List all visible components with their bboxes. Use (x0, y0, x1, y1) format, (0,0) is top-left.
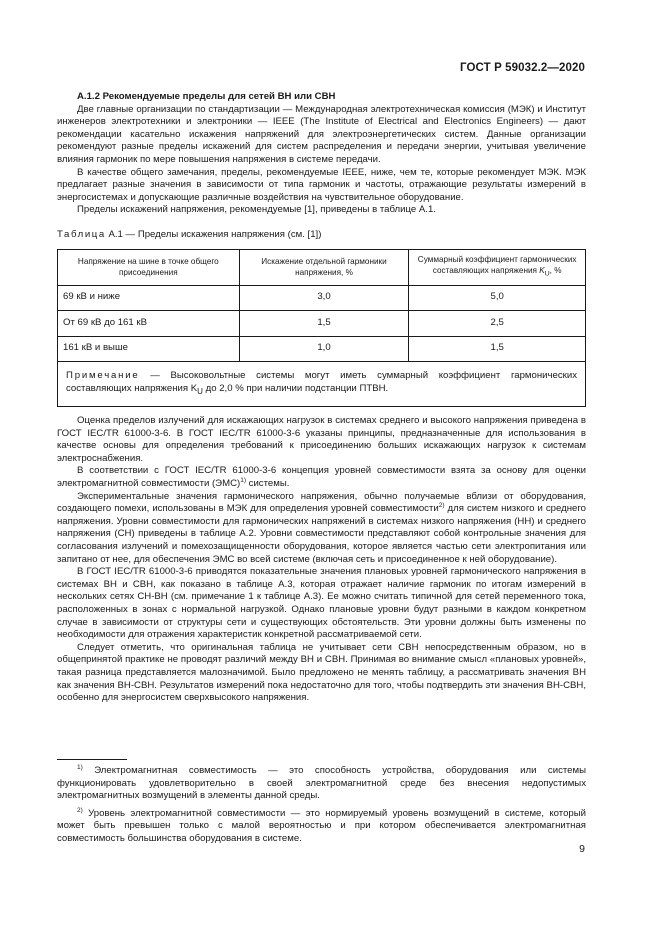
header-total-harmonic (409, 249, 586, 285)
table-note-row (58, 362, 586, 407)
table-header-row (58, 249, 586, 285)
footnote (57, 808, 586, 846)
body-paragraph: В ГОСТ IEC/TR 61000-3-6 приводятся показательные значения плановых уровней гармонического напряжения в системах ВН и СВН, как показано в таблице А.3, которая отражает наличие гармоник по итогам измерений в нескольких сетях СН-ВН (см. примечание 1 к таблице А.3). Ее можно считать типичной для сетей переменного тока, расположенных в зонах с нормальной нагрузкой. Однако плановые уровни будут разными в каждом конкретном случае в зависимости от структуры сети и существующих обстоятельств. Эти уровни должны быть изменены по необходимости для отражения характеристик конкретной рассматриваемой сети. (57, 566, 586, 641)
section-title: А.1.2 Рекомендуемые пределы для сетей ВН или СВН (77, 91, 336, 102)
header-unit: , % (549, 266, 562, 276)
footnote-mark: 2) (77, 806, 83, 814)
footnote-ref-2: 2) (438, 502, 445, 509)
table-caption-label: Таблица (57, 228, 106, 240)
footnote-divider (57, 759, 127, 760)
section-paragraph: В качестве общего замечания, пределы, рекомендуемые IEEE, ниже, чем те, которые рекомендует МЭК. МЭК предлагает разные значения в зависимости от типа гармоник и частоты, отражающие результаты измерений в энергосистемах и допускающие различные воздействия на чувствительное оборудование. (57, 166, 586, 203)
cell-total: 5,0 (409, 285, 586, 311)
body-text-span: системы. (245, 478, 290, 489)
table-row (58, 311, 586, 337)
body-paragraph: Оценка пределов излучений для искажающих нагрузок в системах среднего и высокого напряжения приведена в ГОСТ IEC/TR 61000-3-6. В ГОСТ IEC/TR 61000-3-6 указаны принципы, предназначенные для использования в качестве основы для определения требований к присоединению больших искажающих нагрузок к системам электроснабжения. (57, 415, 586, 464)
cell-total: 2,5 (409, 311, 586, 337)
body-text-span: для систем низкого и среднего напряжения. Уровни совместимости для гармонических напряжений в системах низкого напряжения (НН) и среднего напряжения (СН) приведены в таблице А.2. Уровни совместимости представляют собой контрольные значения для согласования излучений и помехозащищенности оборудования, которое является частью сети электропитания или запитано от нее, для обеспечения ЭМС во всей системе (включая сеть и присоединенное к ней оборудование). (57, 503, 586, 565)
body-text-span: В соответствии с ГОСТ IEC/TR 61000-3-6 концепция уровней совместимости взята за основу для оценки электромагнитной совместимости (ЭМС) (57, 465, 586, 489)
footnote-text: Уровень электромагнитной совместимости — это нормируемый уровень возмущений в системе, который может быть превышен только с малой вероятностью и при котором обеспечивается электромагнитная совместимость большинства оборудования в системе. (57, 807, 586, 844)
table-row (58, 336, 586, 362)
footnote-text: Электромагнитная совместимость — это способность устройства, оборудования или системы функционировать удовлетворительно в своей электромагнитной среде без внесения недопустимых электромагнитных возмущений в элементы данной среды. (57, 765, 586, 802)
standard-code: ГОСТ Р 59032.2—2020 (460, 62, 585, 74)
header-bus-voltage: Напряжение на шине в точке общего присоединения (58, 249, 240, 285)
footnote (57, 765, 586, 803)
cell-voltage: От 69 кВ до 161 кВ (58, 311, 240, 337)
voltage-distortion-table (57, 249, 586, 408)
cell-individual: 1,0 (239, 336, 409, 362)
header-total-text: Суммарный коэффициент гармонических составляющих напряжения (417, 255, 577, 276)
cell-voltage: 69 кВ и ниже (58, 285, 240, 311)
header-k-symbol: K (539, 266, 545, 276)
body-paragraph (57, 491, 586, 567)
body-paragraph: Следует отметить, что оригинальная таблица не учитывает сети СВН непосредственным образом, но в общепринятой практике не проводят различий между ВН и СВН. Принимая во внимание смысл «плановых уровней», такая разница представляется малозначимой. Было предложено не менять таблицу, а рассматривать значения ВН как значения ВН-СВН. Результатов измерений пока недостаточно для того, чтобы подтвердить эти значения ВН-СВН, особенно для энергосистем сверхвысокого напряжения. (57, 641, 586, 704)
table-note (58, 362, 586, 407)
footnotes (57, 765, 586, 851)
cell-voltage: 161 кВ и выше (58, 336, 240, 362)
section-paragraph: Пределы искажений напряжения, рекомендуемые [1], приведены в таблице А.1. (77, 204, 436, 216)
table-caption-text: А.1 — Пределы искажения напряжения (см. [1]) (105, 228, 322, 240)
table-row (58, 285, 586, 311)
main-content (57, 91, 586, 705)
body-text (57, 415, 586, 705)
cell-total: 1,5 (409, 336, 586, 362)
footnote-mark: 1) (77, 763, 83, 771)
page-number: 9 (579, 843, 585, 855)
note-label: Примечание (66, 370, 140, 382)
note-text-end: до 2,0 % при наличии подстанции ПТВН. (202, 382, 389, 394)
table-caption (57, 229, 586, 242)
cell-individual: 3,0 (239, 285, 409, 311)
body-paragraph (57, 465, 586, 490)
footnote-ref-1: 1) (240, 476, 246, 484)
cell-individual: 1,5 (239, 311, 409, 337)
note-text: — Высоковольтные системы могут иметь суммарный коэффициент гармонических составляющих напряжения K (66, 370, 577, 394)
header-k-subscript: U (544, 270, 550, 278)
section-paragraph: Две главные организации по стандартизации — Международная электротехническая комиссия (МЭК) и Институт инженеров электротехники и электроники — IEEE (The Institute of Electrical and Electronics Engineers) — дают рекомендации касательно искажения напряжений для электроэнергетических систем. Данные организации рекомендуют разные пределы искажений для систем распределения и передачи энергии, учитывая увеличение влияния гармоник по мере повышения напряжения в системе передачи. (57, 103, 586, 165)
header-individual-harmonic: Искажение отдельной гармоники напряжения, % (239, 249, 409, 285)
note-subscript: U (197, 386, 203, 396)
body-text-span: Экспериментальные значения гармонического напряжения, обычно получаемые вблизи от оборудования, создающего помехи, использованы в МЭК для определения уровней совместимости (57, 490, 586, 515)
